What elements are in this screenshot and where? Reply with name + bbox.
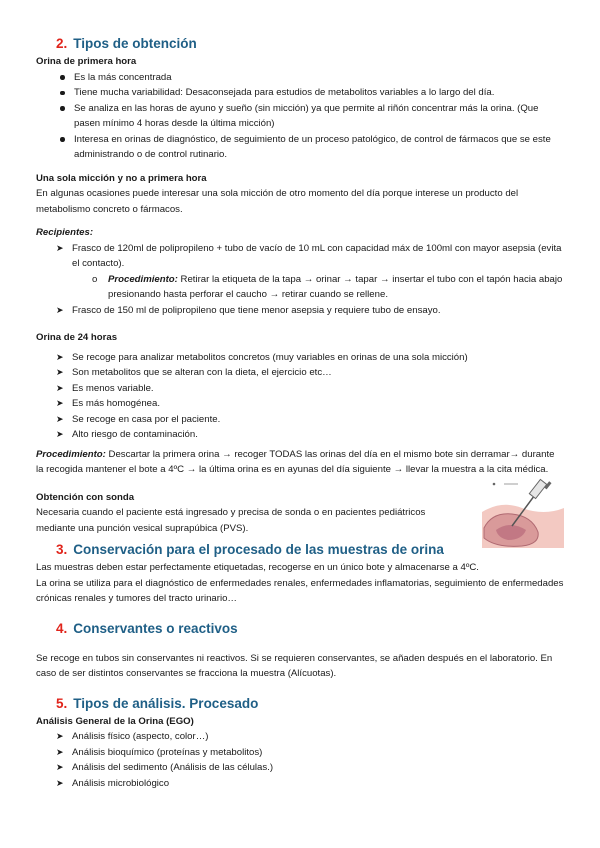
containers-sublist — [36, 272, 564, 303]
list-item: ➤ Son metabolitos que se alteran con la dieta, el ejercicio etc… — [36, 365, 564, 381]
section-number: 4. — [56, 620, 68, 636]
section-5-heading — [36, 694, 564, 714]
list-item: ➤ Alto riesgo de contaminación. — [36, 427, 564, 443]
list-item: ➤ Es más homogénea. — [36, 396, 564, 412]
arrow-bullet-icon: ➤ — [56, 777, 64, 788]
arrow-bullet-icon: ➤ — [56, 351, 64, 362]
first-hour-list — [36, 70, 564, 163]
list-item: Interesa en orinas de diagnóstico, de seguimiento de un proceso patológico, de control de fármacos que se este administrando o de control rutinario. — [36, 132, 564, 163]
single-micturition-text: En algunas ocasiones puede interesar una sola micción de otro momento del día porque interese un producto del metabolismo concreto o fármacos. — [36, 188, 519, 215]
arrow-bullet-icon: ➤ — [56, 398, 64, 408]
list-item: ➤ Es menos variable. — [36, 381, 564, 397]
list-item: ➤ Análisis microbiológico — [36, 776, 564, 792]
ego-heading: Análisis General de la Orina (EGO) — [36, 715, 194, 727]
list-item: ➤ Frasco de 120ml de polipropileno + tubo de vacío de 10 mL con capacidad máx de 100ml con mayor asepsia (evita el contacto). — [56, 242, 562, 269]
preservatives-text: Se recoge en tubos sin conservantes ni reactivos. Si se requieren conservantes, se añaden después en el laboratorio. En caso de ser distintos conservantes se fracciona la muestra (Alícuotas). — [36, 652, 553, 679]
section-2-heading — [36, 34, 564, 54]
h24-list — [36, 350, 564, 443]
h24-procedure — [36, 447, 564, 478]
section-title: Conservación para el procesado de las muestras de orina — [73, 542, 444, 557]
procedure-text: Descartar la primera orina → recoger TODAS las orinas del día en el mismo bote sin derramar→ durante la recogida mantener el bote a 4ºC → la última orina es en ayunas del día siguiente → llevar la muestra a la cita médica. — [36, 448, 555, 475]
probe-block — [36, 490, 564, 537]
arrow-bullet-icon: ➤ — [56, 429, 64, 439]
list-item: ➤ Se recoge en casa por el paciente. — [36, 412, 564, 428]
procedure-text: Retirar la etiqueta de la tapa → orinar → tapar → insertar el tubo con el tapón hacia abajo presionando hasta perforar el caucho → retirar cuando se rellene. — [108, 273, 563, 300]
section-title: Conservantes o reactivos — [73, 620, 238, 636]
list-item: Tiene mucha variabilidad: Desaconsejada para estudios de metabolitos variables a lo largo del día. — [36, 85, 564, 101]
section-number: 2. — [56, 36, 68, 51]
arrow-bullet-icon: ➤ — [56, 413, 64, 424]
analysis-list — [36, 729, 564, 791]
suprapubic-puncture-illustration — [482, 478, 564, 548]
section-number: 5. — [56, 695, 68, 711]
section-number: 3. — [56, 542, 68, 557]
arrow-bullet-icon: ➤ — [56, 242, 64, 253]
document-page — [36, 34, 564, 791]
probe-heading: Obtención con sonda — [36, 491, 135, 503]
list-item: ➤ Análisis físico (aspecto, color…) — [36, 729, 564, 745]
containers-heading: Recipientes: — [36, 227, 94, 238]
h24-heading: Orina de 24 horas — [36, 332, 118, 343]
list-item: Se analiza en las horas de ayuno y sueño (sin micción) ya que permite al riñón concentrar más la orina. (Que pasen mínimo 4 horas desde la última micción) — [36, 101, 564, 132]
arrow-bullet-icon: ➤ — [56, 382, 64, 393]
procedure-label: Procedimiento: — [36, 448, 106, 460]
list-item: ➤ Análisis del sedimento (Análisis de las células.) — [36, 760, 564, 776]
circle-bullet-icon: o — [92, 273, 98, 285]
list-item: ➤ Análisis bioquímico (proteínas y metabolitos) — [36, 745, 564, 761]
section-title: Tipos de análisis. Procesado — [73, 695, 259, 711]
list-item: Es la más concentrada — [36, 70, 564, 86]
list-item: ➤ Frasco de 150 ml de polipropileno que tiene menor asepsia y requiere tubo de ensayo. — [36, 303, 564, 319]
section-title: Tipos de obtención — [73, 36, 197, 51]
probe-text: Necesaria cuando el paciente está ingresado y precisa de sonda o en pacientes pediátricos mediante una punción vesical suprapúbica (PVS). — [36, 507, 426, 534]
procedure-label: Procedimiento: — [108, 273, 178, 285]
section-4-heading — [36, 619, 564, 639]
conservation-text-2: La orina se utiliza para el diagnóstico de enfermedades renales, enfermedades inflamatorias, seguimiento de enfermedades crónicas renales y tumores del tracto urinario… — [36, 577, 564, 604]
arrow-bullet-icon: ➤ — [56, 367, 64, 377]
arrow-bullet-icon: ➤ — [56, 304, 64, 315]
list-item: ➤ Se recoge para analizar metabolitos concretos (muy variables en orinas de una sola micción) — [36, 350, 564, 366]
arrow-bullet-icon: ➤ — [56, 762, 64, 772]
list-item — [36, 272, 564, 303]
conservation-text-1: Las muestras deben estar perfectamente etiquetadas, recogerse en un único bote y almacenarse a 4ºC. — [36, 562, 479, 573]
first-hour-heading: Orina de primera hora — [36, 56, 137, 67]
arrow-bullet-icon: ➤ — [56, 731, 64, 741]
single-micturition-heading: Una sola micción y no a primera hora — [36, 172, 207, 184]
containers-list — [36, 241, 564, 272]
arrow-bullet-icon: ➤ — [56, 746, 64, 757]
